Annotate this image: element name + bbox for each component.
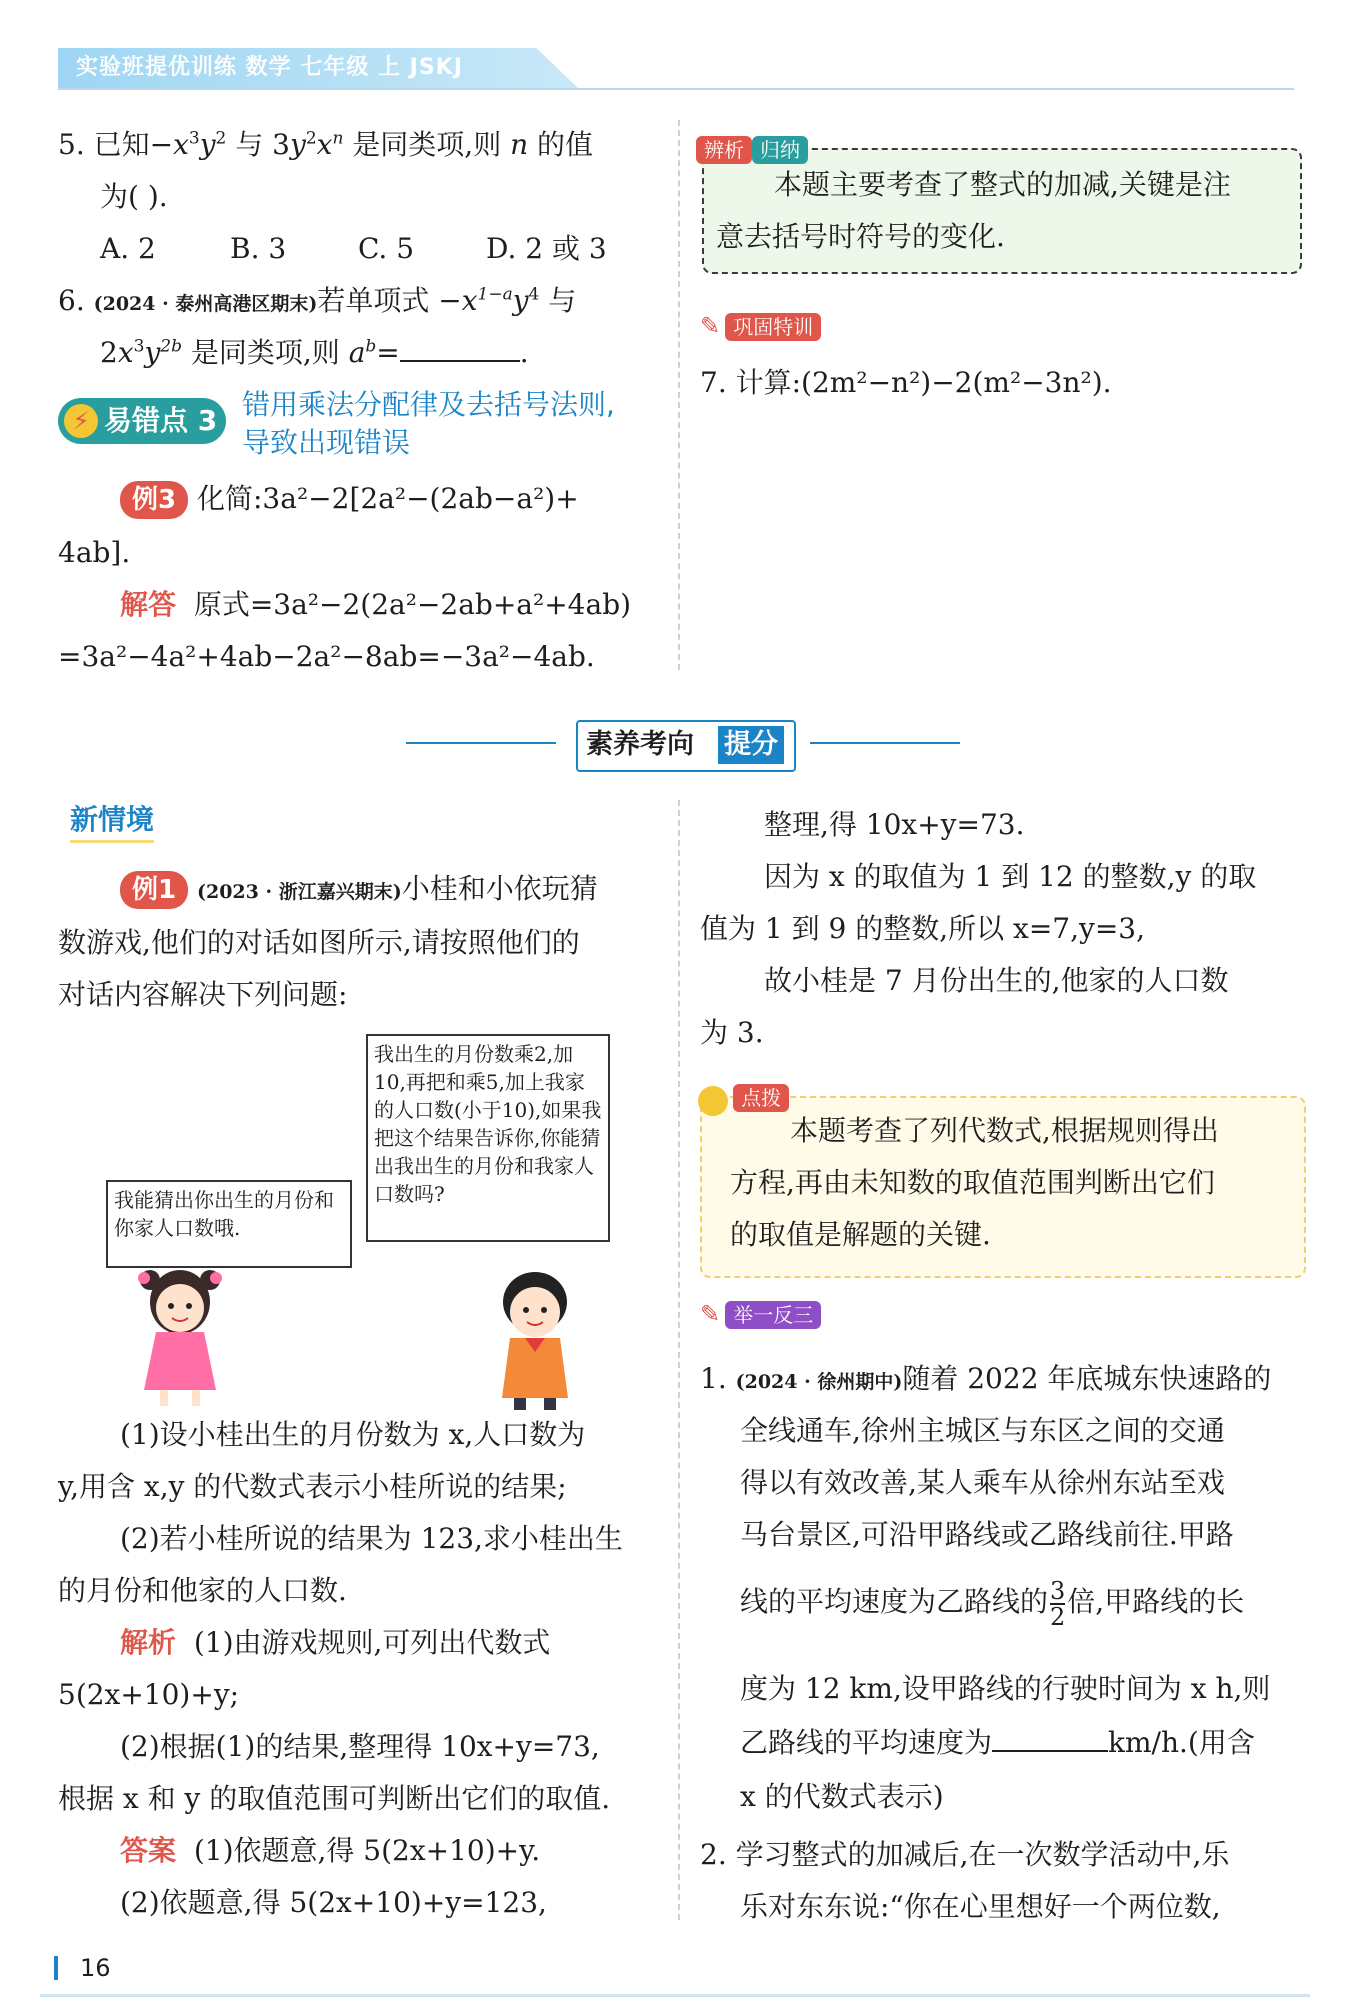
tips-tag-group: [698, 1084, 789, 1116]
answer-blank: [400, 334, 520, 362]
practice-1-line6: 度为 12 km,设甲路线的行驶时间为 x h,则: [740, 1672, 1271, 1705]
column-divider-top: [678, 120, 680, 670]
solution-line-2: 因为 x 的取值为 1 到 12 的整数,y 的取: [764, 860, 1257, 893]
solution-line-3: 值为 1 到 9 的整数,所以 x=7,y=3,: [700, 912, 1145, 945]
error-point-title-1: 错用乘法分配律及去括号法则,: [242, 388, 615, 421]
error-point-badge: [58, 398, 226, 444]
pencil-icon-2: ✎: [700, 1300, 721, 1328]
practice-1-line4: 马台景区,可沿甲路线或乙路线前往.甲路: [740, 1518, 1234, 1551]
error-point-title-2: 导致出现错误: [242, 426, 411, 459]
example-3-line2: 4ab].: [58, 536, 131, 569]
example-3-answer-line2: =3a²−4a²+4ab−2a²−8ab=−3a²−4ab.: [58, 640, 595, 673]
question-7: 7. 计算:(2m²−n²)−2(m²−3n²).: [700, 366, 1112, 399]
boy-speech-bubble: 我出生的月份数乘2,加10,再把和乘5,加上我家的人口数(小于10),如果我把这个结果告诉你,你能猜出我出生的月份和我家人口数吗?: [366, 1034, 610, 1242]
error-point-label: 易错点 3: [104, 404, 218, 437]
analysis-line-3: (2)根据(1)的结果,整理得 10x+y=73,: [120, 1730, 600, 1763]
analysis-line2: 意去括号时符号的变化.: [716, 220, 1005, 253]
practice-1-line1: 1. (2024 · 徐州期中)随着 2022 年底城东快速路的: [700, 1362, 1272, 1395]
analysis-line1: 本题主要考查了整式的加减,关键是注: [774, 168, 1231, 201]
section-rule-right: [810, 742, 960, 744]
question-5-option-d: D. 2 或 3: [486, 232, 607, 265]
sub-question-2-line2: 的月份和他家的人口数.: [58, 1574, 347, 1607]
example-1-line2: 数游戏,他们的对话如图所示,请按照他们的: [58, 926, 580, 959]
section-title-main: 素养考向: [586, 729, 694, 760]
question-5-line2: 为( ).: [100, 180, 168, 213]
answer-line-1: 答案 (1)依题意,得 5(2x+10)+y.: [120, 1834, 541, 1867]
example-1-label: 例1: [120, 871, 188, 909]
example-1-line3: 对话内容解决下列问题:: [58, 978, 348, 1011]
tips-line-3: 的取值是解题的关键.: [730, 1218, 991, 1251]
answer-blank-2: [992, 1724, 1108, 1752]
fraction-three-halves: $\frac{3}{2}$: [1050, 1576, 1066, 1631]
summary-tag: 归纳: [752, 136, 808, 164]
practice-1-line8: x 的代数式表示): [740, 1780, 944, 1813]
practice-1-line5: 线的平均速度为乙路线的 $\frac{3}{2}$ 倍,甲路线的长: [740, 1576, 1245, 1631]
practice-1-line7: 乙路线的平均速度为 km/h.(用含: [740, 1726, 1255, 1759]
question-5-option-b: B. 3: [230, 232, 287, 265]
example-3-line1: 例3 化简:3a²−2[2a²−(2ab−a²)+: [120, 474, 579, 524]
analysis-line-1: 解析 (1)由游戏规则,可列出代数式: [120, 1626, 551, 1659]
solution-line-4: 故小桂是 7 月份出生的,他家的人口数: [764, 964, 1229, 997]
solution-line-5: 为 3.: [700, 1016, 764, 1049]
example-1-line1: 例1 (2023 · 浙江嘉兴期末)小桂和小依玩猜: [120, 864, 598, 917]
tips-line-2: 方程,再由未知数的取值范围判断出它们: [730, 1166, 1215, 1199]
section-title: [576, 720, 796, 772]
analysis-line-4: 根据 x 和 y 的取值范围可判断出它们的取值.: [58, 1782, 611, 1815]
consolidation-tag-group: [700, 312, 821, 341]
section-rule-left: [406, 742, 556, 744]
solution-line-1: 整理,得 10x+y=73.: [764, 808, 1025, 841]
answer-line-2: (2)依题意,得 5(2x+10)+y=123,: [120, 1886, 547, 1919]
practice-1-line2: 全线通车,徐州主城区与东区之间的交通: [740, 1414, 1225, 1447]
page-number: 16: [80, 1954, 111, 1982]
pencil-icon: ✎: [700, 312, 721, 340]
question-5-line1: 5. 已知$-x^3y^2$ 与 $3y^2x^n$ 是同类项,则 n 的值: [58, 128, 594, 161]
practice-2-line1: 2. 学习整式的加减后,在一次数学活动中,乐: [700, 1838, 1230, 1871]
footer-rule: [40, 1994, 1310, 1997]
question-6-line1: 6. (2024 · 泰州高港区期末)若单项式 $-x^{1-a}y^4$ 与: [58, 284, 577, 317]
girl-speech-bubble: 我能猜出你出生的月份和你家人口数哦.: [106, 1180, 352, 1268]
practice-tag-group: [700, 1300, 821, 1329]
girl-illustration: [120, 1260, 240, 1410]
sub-question-1-line1: (1)设小桂出生的月份数为 x,人口数为: [120, 1418, 586, 1451]
boy-illustration: [480, 1262, 590, 1412]
lightning-icon: ⚡: [64, 404, 98, 438]
consolidation-tag: 巩固特训: [725, 313, 821, 341]
footer-marker: [54, 1956, 58, 1980]
answer-label-2: 答案: [120, 1834, 177, 1867]
analysis-tag: 辨析: [696, 136, 752, 164]
column-divider-bottom: [678, 800, 680, 1920]
practice-2-line2: 乐对东东说:“你在心里想好一个两位数,: [740, 1890, 1221, 1923]
practice-tag: 举一反三: [725, 1301, 821, 1329]
header-band: [58, 48, 558, 88]
section-title-highlight: 提分: [718, 726, 784, 764]
tips-line-1: 本题考查了列代数式,根据规则得出: [790, 1114, 1219, 1147]
header-rule: [58, 88, 1294, 90]
sub-question-1-line2: y,用含 x,y 的代数式表示小桂所说的结果;: [58, 1470, 567, 1503]
practice-1-line3: 得以有效改善,某人乘车从徐州东站至戏: [740, 1466, 1225, 1499]
analysis-label: 解析: [120, 1626, 177, 1659]
analysis-line-2: 5(2x+10)+y;: [58, 1678, 240, 1711]
question-6-line2: $2x^3y^{2b}$ 是同类项,则 $a^b=$ .: [100, 336, 529, 369]
tips-tag: 点拨: [733, 1084, 789, 1112]
answer-label: 解答: [120, 588, 177, 621]
new-context-label: 新情境: [70, 800, 154, 843]
sub-question-2-line1: (2)若小桂所说的结果为 123,求小桂出生: [120, 1522, 623, 1555]
question-5-option-c: C. 5: [358, 232, 415, 265]
header-title: 实验班提优训练 数学 七年级 上 JSKJ: [76, 55, 463, 80]
lightbulb-icon: [698, 1086, 728, 1116]
example-3-label: 例3: [120, 481, 188, 519]
question-5-option-a: A. 2: [100, 232, 156, 265]
example-3-answer-line1: 解答 原式=3a²−2(2a²−2ab+a²+4ab): [120, 588, 632, 621]
